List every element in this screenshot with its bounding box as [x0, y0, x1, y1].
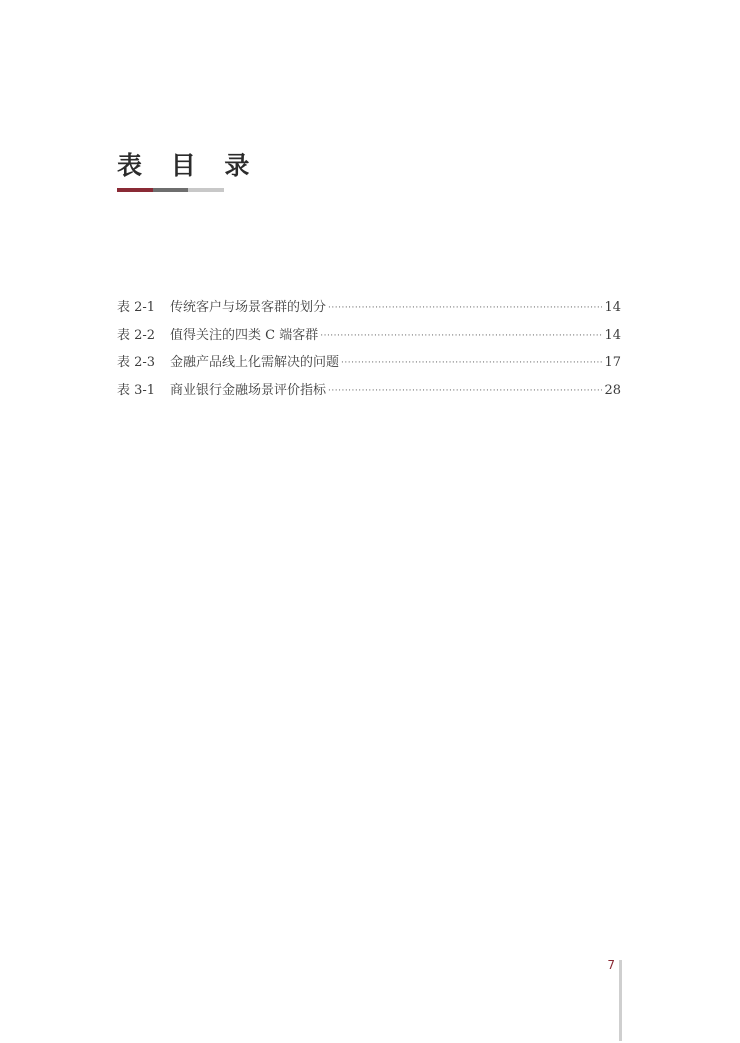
toc-entry-page: 17: [604, 355, 621, 370]
page-number: 7: [607, 958, 615, 972]
toc-leader-dots: [320, 331, 602, 341]
toc-entry-page: 14: [604, 327, 621, 343]
toc-entry-title: 值得关注的四类 C 端客群: [170, 327, 319, 343]
toc-entry-page: 28: [604, 382, 621, 398]
title-underline-light: [188, 188, 224, 192]
page-title: 表 目 录: [117, 151, 260, 180]
toc-entry[interactable]: [117, 324, 621, 352]
toc-entry-number: 表 2-2: [117, 327, 156, 343]
page-side-rule: [619, 960, 622, 1041]
toc-leader-dots: [328, 386, 602, 396]
title-underline-mid: [153, 188, 188, 192]
toc-entry[interactable]: [117, 351, 621, 379]
toc-entry-page: 14: [604, 300, 621, 315]
toc-entry-number: 表 3-1: [117, 382, 156, 398]
toc-entry[interactable]: [117, 296, 621, 324]
toc-entry-number: 表 2-1: [117, 300, 156, 315]
toc-entry-number: 表 2-3: [117, 355, 156, 370]
toc-entry-title: 传统客户与场景客群的划分: [170, 300, 327, 315]
title-underline-accent: [117, 188, 153, 192]
toc-leader-dots: [328, 303, 602, 313]
toc-leader-dots: [341, 358, 602, 368]
toc-entry[interactable]: [117, 379, 621, 407]
table-of-tables: [117, 296, 621, 406]
title-underline: [117, 188, 224, 192]
toc-entry-title: 金融产品线上化需解决的问题: [170, 355, 340, 370]
toc-entry-title: 商业银行金融场景评价指标: [170, 382, 327, 398]
